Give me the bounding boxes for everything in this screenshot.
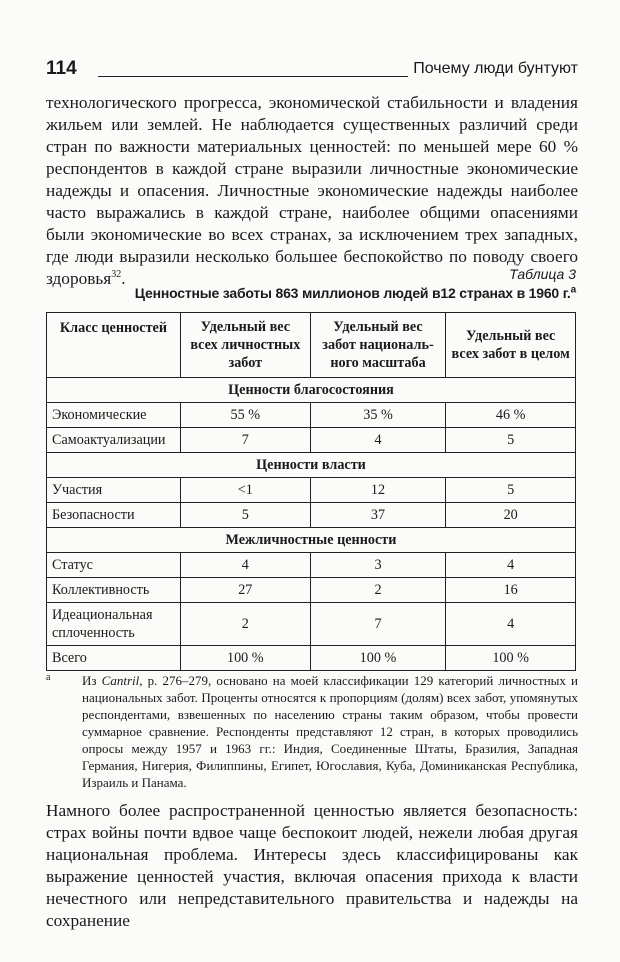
cell-total: 20: [446, 503, 576, 528]
footnote-source-author: Cantril: [101, 673, 140, 688]
row-label: Всего: [47, 646, 181, 671]
cell-national: 7: [310, 603, 446, 646]
cell-personal: 5: [180, 503, 310, 528]
section-title: Ценности благосостояния: [47, 378, 576, 403]
body-paragraph-1: технологического прогресса, экономической стабильности и владения жильем или землей. Не наблюдается существенных различий среди стран по важности материальных ценностей: по меньшей мере 60 % респондентов в каждой стране выразили личностные экономические надежды и опасения. Личностные экономические надежды наиболее часто выражались в каждой стране, наиболее общими опасениями были экономические во всех странах, за исключением трех западных, где люди выразили несколько большее беспокойство по поводу своего здоровья$^{32}$.: [46, 93, 578, 288]
footnote-text: Из Cantril, p. 276–279, основано на моей классификации 129 категорий личностных и национальных забот. Проценты относятся к пропорциям (долям) всех забот, упомянутых респондентами, взвешенных по населению страны таким образом, чтобы провести суммарное сравнение. Респонденты представляют 12 стран, в которых проводились опросы между 1957 и 1963 гг.: Индия, Соединенные Штаты, Бразилия, Западная Германия, Нигерия, Филиппины, Египет, Югославия, Куба, Доминиканская Республика, Израиль и Панама.: [82, 673, 578, 790]
table-row: [47, 578, 576, 603]
cell-national: 3: [310, 553, 446, 578]
header-total-share: Удельный вес всех забот в целом: [446, 313, 576, 378]
section-row-interpersonal: [47, 528, 576, 553]
row-label: Самоактуализации: [47, 428, 181, 453]
table-row: [47, 478, 576, 503]
header-value-class: Класс ценностей: [47, 313, 181, 378]
table-row: [47, 403, 576, 428]
section-row-power: [47, 453, 576, 478]
row-label: Экономические: [47, 403, 181, 428]
footnote-mark: a: [46, 672, 51, 683]
cell-personal: 55 %: [180, 403, 310, 428]
row-label: Коллективность: [47, 578, 181, 603]
table-row: [47, 553, 576, 578]
cell-personal: 100 %: [180, 646, 310, 671]
cell-personal: 7: [180, 428, 310, 453]
table-row: [47, 503, 576, 528]
cell-personal: 27: [180, 578, 310, 603]
cell-personal: 4: [180, 553, 310, 578]
row-label: Идеациональная сплоченность: [47, 603, 181, 646]
table-row: [47, 603, 576, 646]
table-title-note: a: [570, 284, 576, 296]
row-label: Безопасности: [47, 503, 181, 528]
cell-total: 4: [446, 553, 576, 578]
cell-total: 100 %: [446, 646, 576, 671]
cell-national: 37: [310, 503, 446, 528]
cell-personal: <1: [180, 478, 310, 503]
running-title: Почему люди бунтуют: [413, 60, 578, 77]
cell-total: 16: [446, 578, 576, 603]
header-personal-share: Удельный вес всех личностных забот: [180, 313, 310, 378]
row-label: Участия: [47, 478, 181, 503]
cell-national: 35 %: [310, 403, 446, 428]
row-label: Статус: [47, 553, 181, 578]
page-number: 114: [46, 58, 77, 79]
footnote-ref-32: 32: [111, 269, 122, 281]
cell-total: 46 %: [446, 403, 576, 428]
cell-total: 5: [446, 478, 576, 503]
table-title-text: Ценностные заботы 863 миллионов людей в12 странах в 1960 г.: [134, 285, 571, 301]
header-national-share: Удельный вес забот националь-ного масштаба: [310, 313, 446, 378]
cell-personal: 2: [180, 603, 310, 646]
header-rule: [98, 76, 408, 77]
paragraph-1-text: технологического прогресса, экономической стабильности и владения жильем или землей. Не наблюдается существенных различий среди стран по важности материальных ценностей: по меньшей мере 60 % респондентов в каждой стране выразили личностные экономические надежды и опасения. Личностные экономические надежды наиболее часто выражались в каждой стране, наиболее общими опасениями были экономические во всех странах, за исключением трех западных, где люди выразили несколько большее беспокойство по поводу своего здоровья: [46, 93, 578, 288]
table-label: Таблица 3: [509, 266, 576, 282]
table-row: [47, 428, 576, 453]
table-header-row: [47, 313, 576, 378]
cell-total: 4: [446, 603, 576, 646]
table-footnote: [46, 672, 578, 791]
page-header: [46, 58, 578, 84]
cell-national: 100 %: [310, 646, 446, 671]
cell-national: 2: [310, 578, 446, 603]
cell-national: 12: [310, 478, 446, 503]
cell-total: 5: [446, 428, 576, 453]
section-title: Ценности власти: [47, 453, 576, 478]
body-paragraph-2: Намного более распространенной ценностью является безопасность: страх войны почти вдвое чаще беспокоит людей, нежели любая другая национальная проблема. Интересы здесь классифицированы как выражение ценностей участия, включая опасения прихода к власти нечестного или непредставительного правительства и надежды на сохранение: [46, 801, 578, 930]
table-total-row: [47, 646, 576, 671]
table-title: [36, 285, 576, 301]
section-row-welfare: [47, 378, 576, 403]
cell-national: 4: [310, 428, 446, 453]
values-table: [46, 312, 576, 671]
section-title: Межличностные ценности: [47, 528, 576, 553]
